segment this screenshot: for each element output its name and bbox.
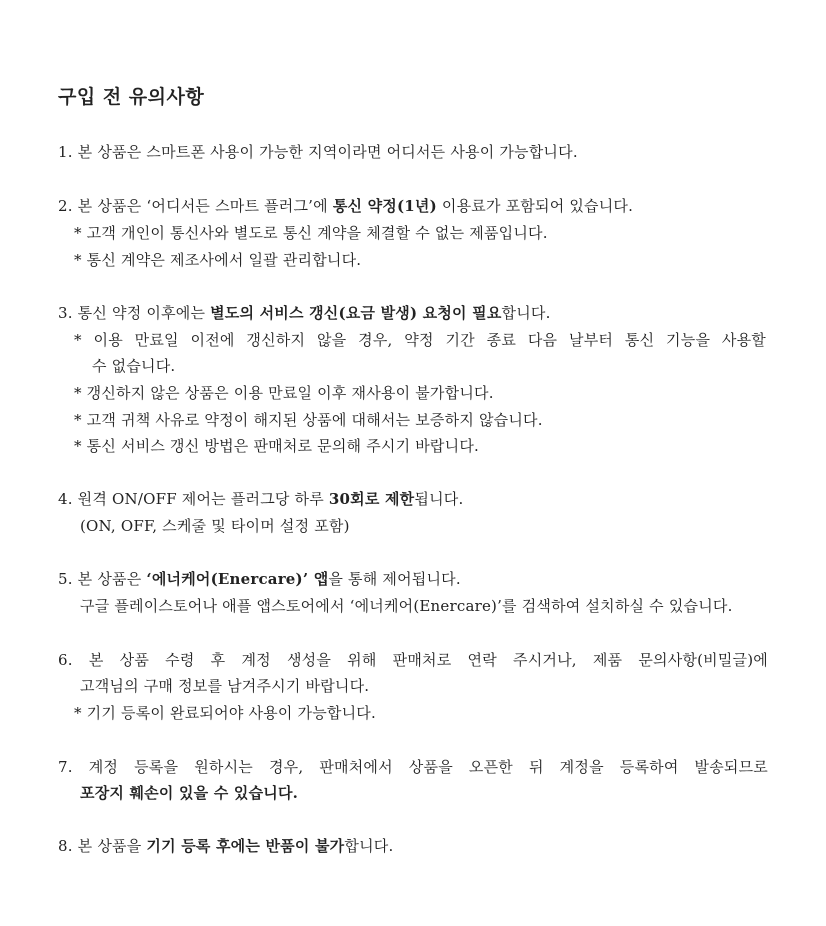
- item-6-line-2: 고객님의 구매 정보를 남겨주시기 바랍니다.: [80, 677, 370, 695]
- item-4-text-a: 4. 원격 ON/OFF 제어는 플러그당 하루: [58, 490, 329, 508]
- item-2-text-a: 2. 본 상품은 ‘어디서든 스마트 플러그’에: [58, 197, 333, 215]
- item-3-text-a: 3. 통신 약정 이후에는: [58, 304, 211, 322]
- item-4-emphasis: 30회로 제한: [328, 490, 415, 508]
- item-3-note-2: * 갱신하지 않은 상품은 이용 만료일 이후 재사용이 불가합니다.: [74, 384, 494, 402]
- item-3-note-4: * 통신 서비스 갱신 방법은 판매처로 문의해 주시기 바랍니다.: [74, 437, 479, 455]
- item-1-line: 1. 본 상품은 스마트폰 사용이 가능한 지역이라면 어디서든 사용이 가능합니다.: [58, 143, 578, 161]
- item-5-text-a: 5. 본 상품은: [58, 570, 147, 588]
- item-8-text-a: 8. 본 상품을: [58, 837, 147, 855]
- item-5-emphasis: ‘에너케어(Enercare)’ 앱: [146, 570, 329, 588]
- item-4-text-c: 됩니다.: [414, 490, 464, 508]
- item-7-line: 7. 계정 등록을 원하시는 경우, 판매처에서 상품을 오픈한 뒤 계정을 등록하여 발송되므로: [58, 758, 768, 776]
- item-7-emphasis: 포장지 훼손이 있을 수 있습니다.: [80, 784, 299, 802]
- item-3-note-1-cont: 수 없습니다.: [92, 357, 176, 375]
- item-2-note-1: * 고객 개인이 통신사와 별도로 통신 계약을 체결할 수 없는 제품입니다.: [74, 224, 548, 242]
- item-3-text-c: 합니다.: [501, 304, 551, 322]
- page-title: 구입 전 유의사항: [58, 86, 205, 108]
- item-2-line: [58, 196, 633, 216]
- item-4-detail: (ON, OFF, 스케줄 및 타이머 설정 포함): [80, 517, 350, 535]
- item-4-line: [58, 489, 463, 509]
- item-8-emphasis: 기기 등록 후에는 반품이 불가: [146, 837, 345, 855]
- item-5-line: [58, 569, 461, 589]
- item-3-emphasis: 별도의 서비스 갱신(요금 발생) 요청이 필요: [210, 304, 502, 322]
- item-8-text-c: 합니다.: [344, 837, 394, 855]
- item-2-emphasis: 통신 약정(1년): [332, 197, 437, 215]
- item-2-text-c: 이용료가 포함되어 있습니다.: [436, 197, 634, 215]
- item-6-line: 6. 본 상품 수령 후 계정 생성을 위해 판매처로 연락 주시거나, 제품 문의사항(비밀글)에: [58, 651, 768, 669]
- item-8-line: [58, 836, 393, 856]
- item-5-detail: 구글 플레이스토어나 애플 앱스토어에서 ‘에너케어(Enercare)’를 검색하여 설치하실 수 있습니다.: [80, 597, 733, 615]
- item-7-line-2: [80, 783, 298, 803]
- item-3-note-3: * 고객 귀책 사유로 약정이 해지된 상품에 대해서는 보증하지 않습니다.: [74, 411, 543, 429]
- item-3-line: [58, 303, 551, 323]
- item-5-text-c: 을 통해 제어됩니다.: [328, 570, 461, 588]
- item-3-note-1: * 이용 만료일 이전에 갱신하지 않을 경우, 약정 기간 종료 다음 날부터 통신 기능을 사용할: [74, 331, 766, 349]
- item-2-note-2: * 통신 계약은 제조사에서 일괄 관리합니다.: [74, 251, 362, 269]
- item-6-note: * 기기 등록이 완료되어야 사용이 가능합니다.: [74, 704, 376, 722]
